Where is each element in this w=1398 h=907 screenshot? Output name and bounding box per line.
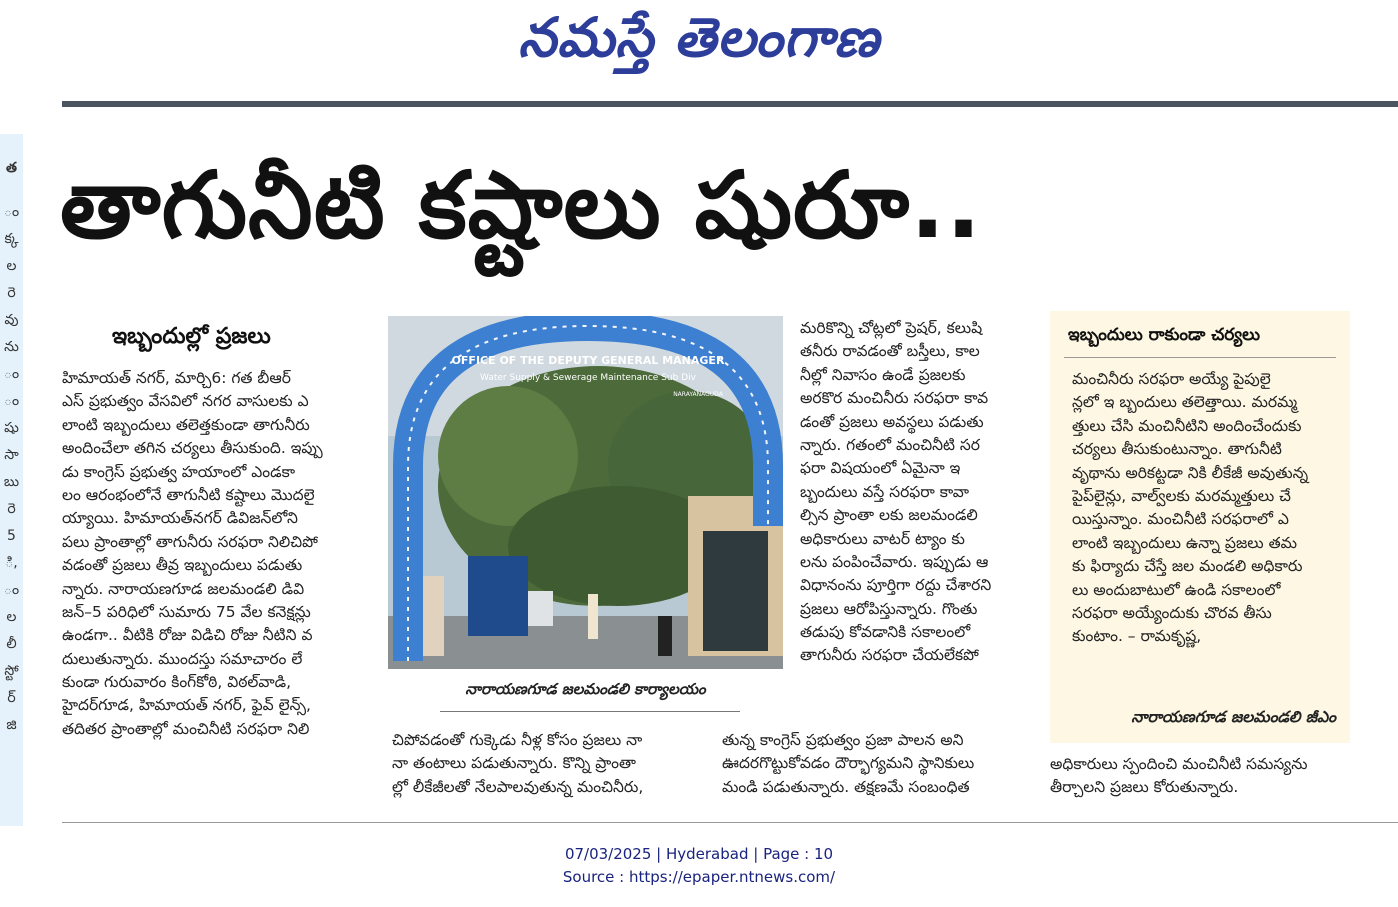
text-line: వడంతో ప్రజలు తీవ్ర ఇబ్బందులు పడుతు xyxy=(62,556,303,575)
text-line: కుండా గురువారం కింగ్‌కోఠి, విఠల్‌వాడి, xyxy=(62,673,292,692)
text-line: లాంటి ఇబ్బందులు తలెత్తకుండా తాగునీరు xyxy=(62,415,310,434)
text-line: నా తంటాలు పడుతున్నారు. కొన్ని ప్రాంతా xyxy=(392,754,636,773)
text-line: డు కాంగ్రెస్ ప్రభుత్వ హయాంలో ఎండకా xyxy=(62,462,296,481)
text-line: ఫరా విషయంలో ఏమైనా ఇ xyxy=(800,459,961,478)
strip-char: ర్ xyxy=(7,690,16,706)
office-photo xyxy=(388,316,783,669)
footer-source: Source : https://epaper.ntnews.com/ xyxy=(562,868,836,886)
article-column-1 xyxy=(62,367,364,741)
text-line: తాగునీరు సరఫరా చేయలేకపో xyxy=(800,646,979,665)
text-line: ల్లో లీకేజీలతో నేలపాలవుతున్న మంచినీరు, xyxy=(392,777,644,796)
strip-char: త xyxy=(6,160,17,176)
text-line: కుంటాం. – రామకృష్ణ, xyxy=(1072,627,1202,646)
strip-char: లీ xyxy=(6,636,17,652)
arch-text-1: OFFICE OF THE DEPUTY GENERAL MANAGER xyxy=(451,354,725,367)
text-line: య్యాయి. హిమాయత్‌నగర్ డివిజన్‌లోని xyxy=(62,509,298,528)
text-line: అధికారులు వాటర్ ట్యాం కు xyxy=(800,529,965,548)
text-line: తున్న కాంగ్రెస్ ప్రభుత్వం ప్రజా పాలన అని xyxy=(722,731,964,749)
side-box-rule xyxy=(1064,357,1336,358)
text-line: యిస్తున్నాం. మంచినీటి సరఫరాలో ఎ xyxy=(1072,510,1289,529)
text-line: ఉండగా.. వీటికి రోజు విడిచి రోజు నీటిని వ xyxy=(62,626,313,645)
text-line: మంచినీరు సరఫరా అయ్యే పైపులై xyxy=(1072,370,1271,388)
text-line: పైప్‌లైన్లు, వాల్వ్‌లకు మరమ్మత్తులు చే xyxy=(1072,486,1291,505)
text-line: హైదర్‌గూడ, హిమాయత్ నగర్, ఫైవ్ లైన్స్, xyxy=(62,696,311,715)
footer-date-page: 07/03/2025 | Hyderabad | Page : 10 xyxy=(564,845,834,863)
masthead-rule xyxy=(62,101,1398,107)
strip-char: ం xyxy=(3,393,20,409)
text-line: అధికారులు స్పందించి మంచినీటి సమస్యను xyxy=(1050,755,1308,773)
text-line: లం ఆరంభంలోనే తాగునీటి కష్టాలు మొదలై xyxy=(62,485,315,504)
strip-char: వు xyxy=(4,312,19,328)
caption-rule xyxy=(440,711,740,712)
text-line: చిపోవడంతో గుక్కెడు నీళ్ల కోసం ప్రజలు నా xyxy=(392,731,643,749)
text-line: విధానంను పూర్తిగా రద్దు చేశారని xyxy=(800,576,992,595)
subheading: ఇబ్బందుల్లో ప్రజలు xyxy=(112,324,271,349)
text-line: న్నారు. గతంలో మంచినీటి సర xyxy=(800,435,980,454)
strip-char: 5 xyxy=(7,528,16,544)
side-box-signature: నారాయణగూడ జలమండలి జీఎం xyxy=(1131,708,1336,726)
text-line: అరకొర మంచినీరు సరఫరా కావ xyxy=(800,389,989,408)
article-column-4-continued xyxy=(1050,753,1350,800)
strip-char: షు xyxy=(4,420,19,436)
strip-char: ి, xyxy=(5,555,18,571)
strip-char: ం xyxy=(3,204,20,220)
strip-char: స్టో xyxy=(4,663,19,679)
strip-char: ల xyxy=(6,609,17,625)
text-line: న్నారు. నారాయణగూడ జలమండలి డివి xyxy=(62,579,305,598)
strip-char: ం xyxy=(3,366,20,382)
text-line: డంతో ప్రజలు అవస్థలు పడుతు xyxy=(800,412,984,431)
strip-char: ను xyxy=(4,339,19,355)
text-line: ల్సిన ప్రాంతా లకు జలమండలి xyxy=(800,506,978,525)
article-column-3 xyxy=(800,317,1032,668)
text-line: ఎస్ ప్రభుత్వం వేసవిలో నగర వాసులకు ఎ xyxy=(62,392,309,411)
side-box-heading: ఇబ్బందులు రాకుండా చర్యలు xyxy=(1068,325,1261,345)
strip-char: రె xyxy=(7,285,16,301)
text-line: లాంటి ఇబ్బందులు ఉన్నా ప్రజలు తమ xyxy=(1072,533,1298,552)
arch-text-3: NARAYANAGUDA xyxy=(673,391,723,398)
text-line: త్తులు చేసి మంచినీటిని అందించేందుకు xyxy=(1072,416,1302,435)
text-line: మరికొన్ని చోట్లలో ప్రెషర్, కలుషి xyxy=(800,319,983,337)
newspaper-logo: నమస్తే తెలంగాణ xyxy=(518,6,880,69)
text-line: హిమాయత్ నగర్, మార్చి6: గత బీఆర్ xyxy=(62,369,291,387)
text-line: మండి పడుతున్నారు. తక్షణమే సంబంధిత xyxy=(722,777,970,796)
text-line: జన్–5 పరిధిలో సుమారు 75 వేల కనెక్షన్లు xyxy=(62,602,311,621)
text-line: బ్బందులు వస్తే సరఫరా కావా xyxy=(800,482,969,501)
headline: తాగునీటి కష్టాలు షురూ.. xyxy=(60,152,982,259)
text-line: తీర్చాలని ప్రజలు కోరుతున్నారు. xyxy=(1050,778,1239,797)
text-line: ప్రజలు ఆరోపిస్తున్నారు. గొంతు xyxy=(800,599,978,618)
text-line: న్లలో ఇ బ్బందులు తలెత్తాయి. మరమ్మ xyxy=(1072,393,1298,412)
strip-char: సా xyxy=(4,447,19,463)
article-column-2 xyxy=(392,729,710,799)
text-line: లు అందుబాటులో ఉండి సకాలంలో xyxy=(1072,580,1281,599)
text-line: వృథాను అరికట్టడా నికి లీకేజీ అవుతున్న xyxy=(1072,463,1309,482)
strip-char: రె xyxy=(7,501,16,517)
text-line: తడుపు కోవడానికి సకాలంలో xyxy=(800,623,971,642)
text-line: కు ఫిర్యాదు చేస్తే జల మండలి అధికారు xyxy=(1072,557,1303,576)
article-column-3-continued xyxy=(722,729,1040,799)
text-line: ఊదరగొట్టుకోవడం దౌర్భాగ్యమని స్థానికులు xyxy=(722,754,975,773)
photo-illustration xyxy=(388,316,783,669)
strip-char: క్క xyxy=(4,231,19,247)
side-box xyxy=(1050,311,1350,743)
text-line: చర్యలు తీసుకుంటున్నాం. తాగునీటి xyxy=(1072,440,1282,459)
strip-char: జి xyxy=(6,717,17,733)
text-line: దులుతున్నారు. ముందస్తు సమాచారం లే xyxy=(62,649,303,668)
masthead xyxy=(0,0,1398,100)
text-line: సరఫరా అయ్యేందుకు చొరవ తీసు xyxy=(1072,603,1272,622)
text-line: పలు ప్రాంతాల్లో తాగునీరు సరఫరా నిలిచిపో xyxy=(62,532,318,551)
text-line: లను పంపించేవారు. ఇప్పుడు ఆ xyxy=(800,552,989,571)
photo-caption: నారాయణగూడ జలమండలి కార్యాలయం xyxy=(465,680,706,698)
strip-char: ల xyxy=(6,258,17,274)
text-line: అందించేలా తగిన చర్యలు తీసుకుంది. ఇప్పు xyxy=(62,439,323,458)
text-line: తదితర ప్రాంతాల్లో మంచినీటి సరఫరా నిలి xyxy=(62,719,310,738)
strip-char: బు xyxy=(3,474,20,490)
text-line: నీల్లో నివాసం ఉండే ప్రజలకు xyxy=(800,365,966,384)
bottom-rule xyxy=(62,822,1398,823)
side-box-body xyxy=(1072,368,1336,649)
text-line: తనీరు రావడంతో బస్తీలు, కాల xyxy=(800,342,980,361)
strip-char: ం xyxy=(3,582,20,598)
adjacent-article-strip xyxy=(0,134,23,826)
arch-text-2: Water Supply & Sewerage Maintenance Sub Div xyxy=(480,373,696,383)
